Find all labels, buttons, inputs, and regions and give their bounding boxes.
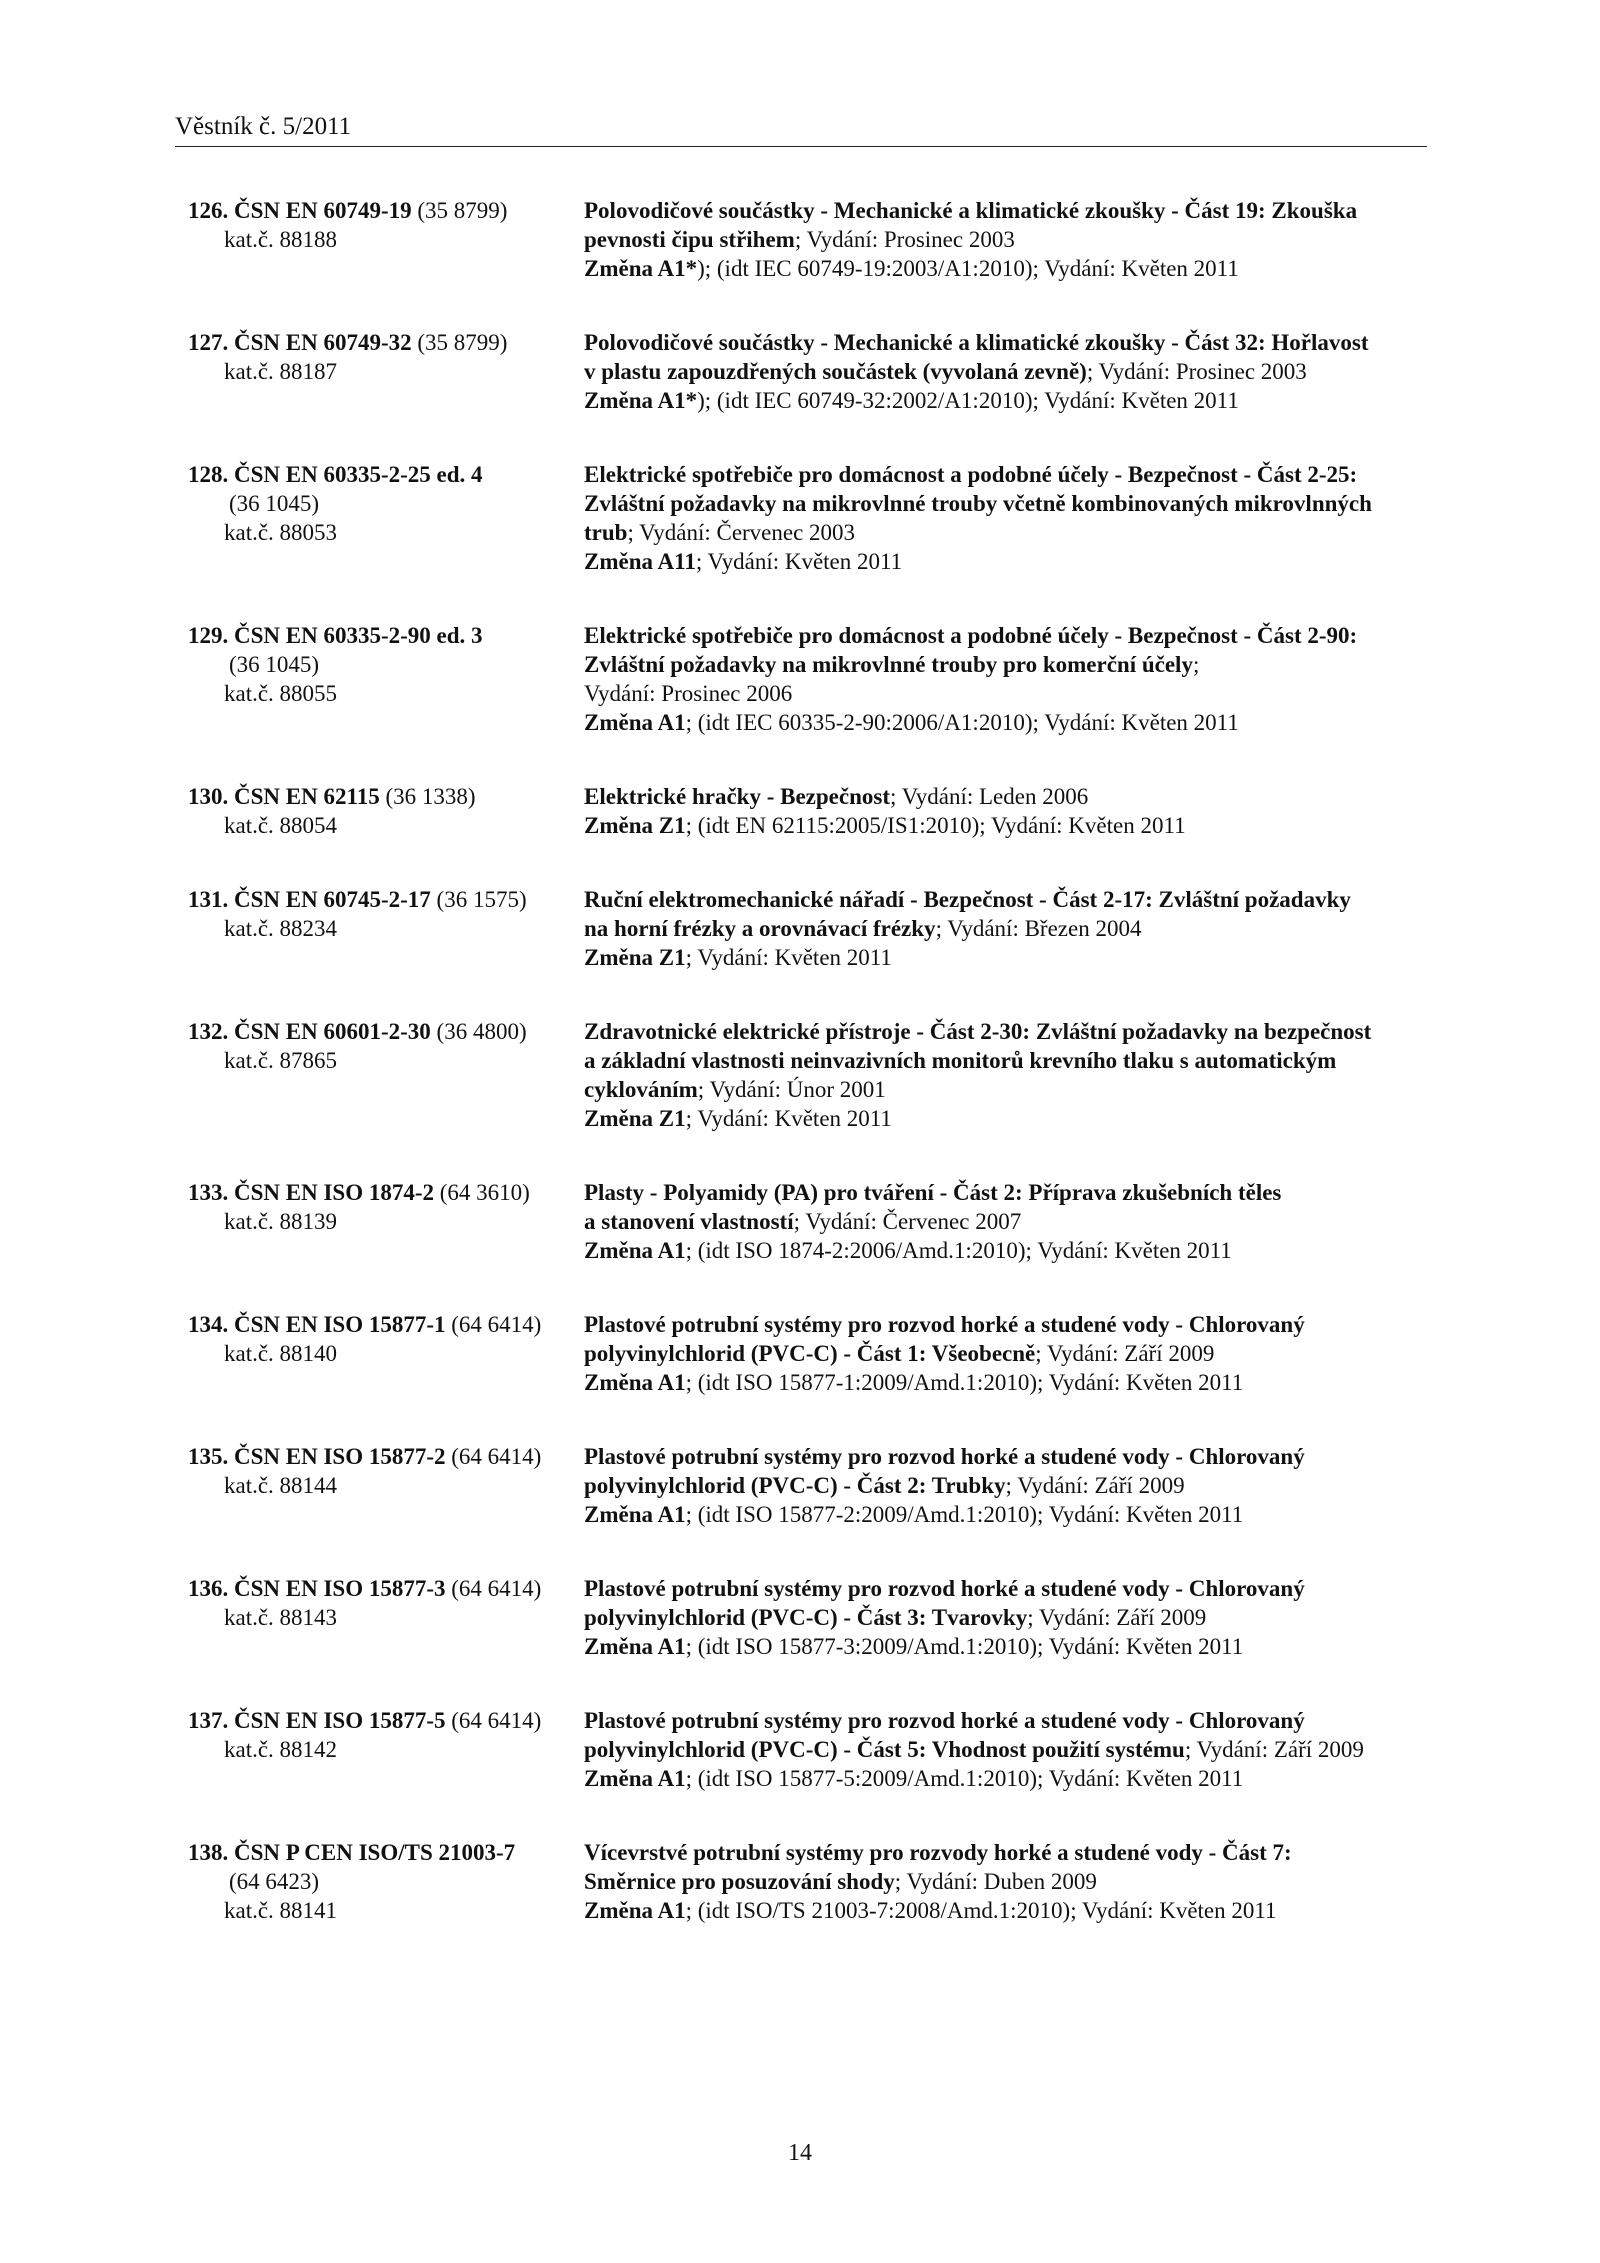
entry-description xyxy=(584,1442,1438,1529)
catalog-number: kat.č. 88187 xyxy=(224,359,338,384)
standard-title-line-3: trub xyxy=(584,520,628,545)
standard-entry-132 xyxy=(188,1017,1438,1133)
amendment-label: Změna A1 xyxy=(584,1238,686,1263)
standard-title-line-2: polyvinylchlorid (PVC-C) - Část 3: Tvarovky xyxy=(584,1605,1028,1630)
amendment-label: Změna A1 xyxy=(584,1634,686,1659)
entry-description xyxy=(584,1017,1438,1133)
classification-number: (64 3610) xyxy=(439,1180,530,1205)
entry-description xyxy=(584,1310,1438,1397)
amendment-details: ; (idt ISO 15877-5:2009/Amd.1:2010); Vydání: Květen 2011 xyxy=(685,1766,1244,1791)
entry-identifier xyxy=(188,1178,584,1265)
entry-number: 130. xyxy=(188,784,229,809)
classification-number: (64 6423) xyxy=(229,1869,320,1894)
catalog-number: kat.č. 88234 xyxy=(224,916,338,941)
standard-code: ČSN EN 60749-19 xyxy=(234,198,412,223)
entry-description xyxy=(584,1574,1438,1661)
entry-number: 136. xyxy=(188,1576,229,1601)
catalog-number: kat.č. 88188 xyxy=(224,227,338,252)
page-number: 14 xyxy=(788,2140,812,2166)
standard-entry-127 xyxy=(188,328,1438,415)
header-rule xyxy=(175,146,1427,147)
catalog-number: kat.č. 88139 xyxy=(224,1209,338,1234)
standard-entry-138 xyxy=(188,1838,1438,1925)
standard-title-line-2: v plastu zapouzdřených součástek (vyvolaná zevně) xyxy=(584,359,1087,384)
standard-title-line-2: na horní frézky a orovnávací frézky xyxy=(584,916,936,941)
amendment-details: ); (idt IEC 60749-19:2003/A1:2010); Vydání: Květen 2011 xyxy=(697,256,1239,281)
standard-title-line-1: Vícevrstvé potrubní systémy pro rozvody horké a studené vody - Část 7: xyxy=(584,1840,1292,1865)
entry-identifier xyxy=(188,885,584,972)
catalog-number: kat.č. 87865 xyxy=(224,1048,338,1073)
amendment-details: ; (idt ISO 1874-2:2006/Amd.1:2010); Vydání: Květen 2011 xyxy=(685,1238,1232,1263)
classification-number: (36 1575) xyxy=(436,887,527,912)
journal-title: Věstník č. 5/2011 xyxy=(175,113,352,140)
catalog-number: kat.č. 88055 xyxy=(224,681,338,706)
amendment-details: ); (idt IEC 60749-32:2002/A1:2010); Vydání: Květen 2011 xyxy=(697,388,1239,413)
entry-description xyxy=(584,196,1438,283)
entry-number: 133. xyxy=(188,1180,229,1205)
standard-entry-133 xyxy=(188,1178,1438,1265)
catalog-number: kat.č. 88054 xyxy=(224,813,338,838)
standard-entry-136 xyxy=(188,1574,1438,1661)
entry-description xyxy=(584,621,1438,737)
standard-code: ČSN EN 60749-32 xyxy=(234,330,412,355)
entry-number: 131. xyxy=(188,887,229,912)
standard-code: ČSN EN ISO 15877-3 xyxy=(234,1576,446,1601)
classification-number: (36 1338) xyxy=(385,784,476,809)
catalog-number: kat.č. 88143 xyxy=(224,1605,338,1630)
amendment-label: Změna Z1 xyxy=(584,813,686,838)
standard-title-line-1: Ruční elektromechanické nářadí - Bezpečnost - Část 2-17: Zvláštní požadavky xyxy=(584,887,1351,912)
entry-number: 134. xyxy=(188,1312,229,1337)
classification-number: (35 8799) xyxy=(417,330,508,355)
standard-entry-126 xyxy=(188,196,1438,283)
standard-code: ČSN EN ISO 15877-1 xyxy=(234,1312,446,1337)
amendment-label: Změna A1 xyxy=(584,710,686,735)
issue-date: ; Vydání: Prosinec 2003 xyxy=(1086,359,1307,384)
amendment-details: ; (idt IEC 60335-2-90:2006/A1:2010); Vydání: Květen 2011 xyxy=(685,710,1239,735)
entry-number: 126. xyxy=(188,198,229,223)
standard-title-line-2: pevnosti čipu střihem xyxy=(584,227,795,252)
standard-title-line-1: Plastové potrubní systémy pro rozvod horké a studené vody - Chlorovaný xyxy=(584,1444,1305,1469)
amendment-details: ; Vydání: Květen 2011 xyxy=(685,1106,892,1131)
standard-title-line-1: Elektrické hračky - Bezpečnost xyxy=(584,784,890,809)
entry-description xyxy=(584,1838,1438,1925)
amendment-details: ; Vydání: Květen 2011 xyxy=(695,549,903,574)
amendment-details: ; Vydání: Květen 2011 xyxy=(685,945,892,970)
standard-title-line-2: Zvláštní požadavky na mikrovlnné trouby včetně kombinovaných mikrovlnných xyxy=(584,491,1372,516)
amendment-details: ; (idt EN 62115:2005/IS1:2010); Vydání: Květen 2011 xyxy=(685,813,1186,838)
standard-code: ČSN EN 60745-2-17 xyxy=(234,887,431,912)
standard-entry-135 xyxy=(188,1442,1438,1529)
title-punctuation: ; xyxy=(1192,652,1200,677)
amendment-details: ; (idt ISO/TS 21003-7:2008/Amd.1:2010); Vydání: Květen 2011 xyxy=(685,1898,1277,1923)
standard-title-line-2: polyvinylchlorid (PVC-C) - Část 2: Trubky xyxy=(584,1473,1006,1498)
standard-code: ČSN EN ISO 15877-2 xyxy=(234,1444,446,1469)
classification-number: (36 1045) xyxy=(229,491,320,516)
standard-code: ČSN P CEN ISO/TS 21003-7 xyxy=(234,1840,516,1865)
entry-identifier xyxy=(188,328,584,415)
entry-number: 135. xyxy=(188,1444,229,1469)
entry-number: 132. xyxy=(188,1019,229,1044)
standard-code: ČSN EN 60335-2-90 ed. 3 xyxy=(234,623,483,648)
amendment-label: Změna A1 xyxy=(584,1370,686,1395)
entry-description xyxy=(584,460,1438,576)
entry-identifier xyxy=(188,460,584,576)
standard-title-line-1: Polovodičové součástky - Mechanické a klimatické zkoušky - Část 32: Hořlavost xyxy=(584,330,1369,355)
standard-code: ČSN EN 60335-2-25 ed. 4 xyxy=(234,462,483,487)
issue-date: ; Vydání: Červenec 2007 xyxy=(793,1209,1022,1234)
standard-code: ČSN EN 60601-2-30 xyxy=(234,1019,431,1044)
amendment-details: ; (idt ISO 15877-1:2009/Amd.1:2010); Vydání: Květen 2011 xyxy=(685,1370,1244,1395)
amendment-label: Změna A1* xyxy=(584,256,698,281)
entry-number: 137. xyxy=(188,1708,229,1733)
standard-title-line-2: a základní vlastnosti neinvazivních monitorů krevního tlaku s automatickým xyxy=(584,1048,1337,1073)
classification-number: (36 4800) xyxy=(436,1019,527,1044)
standards-list xyxy=(188,196,1438,1970)
entry-identifier xyxy=(188,1310,584,1397)
standard-code: ČSN EN 62115 xyxy=(234,784,380,809)
entry-number: 129. xyxy=(188,623,229,648)
classification-number: (64 6414) xyxy=(451,1312,542,1337)
amendment-label: Změna A1* xyxy=(584,388,698,413)
standard-title-line-2: Zvláštní požadavky na mikrovlnné trouby pro komerční účely xyxy=(584,652,1193,677)
entry-description xyxy=(584,885,1438,972)
issue-date: ; Vydání: Leden 2006 xyxy=(889,784,1089,809)
standard-title-line-1: Zdravotnické elektrické přístroje - Část 2-30: Zvláštní požadavky na bezpečnost xyxy=(584,1019,1372,1044)
entry-number: 138. xyxy=(188,1840,229,1865)
standard-title-line-3: cyklováním xyxy=(584,1077,698,1102)
issue-date: ; Vydání: Září 2009 xyxy=(1035,1341,1215,1366)
classification-number: (36 1045) xyxy=(229,652,320,677)
amendment-label: Změna Z1 xyxy=(584,1106,686,1131)
standard-code: ČSN EN ISO 1874-2 xyxy=(234,1180,435,1205)
standard-entry-134 xyxy=(188,1310,1438,1397)
issue-date: ; Vydání: Září 2009 xyxy=(1027,1605,1207,1630)
entry-identifier xyxy=(188,1574,584,1661)
issue-date: ; Vydání: Prosinec 2003 xyxy=(794,227,1015,252)
entry-number: 128. xyxy=(188,462,229,487)
page-footer xyxy=(0,2140,1600,2167)
entry-description xyxy=(584,1706,1438,1793)
standard-entry-129 xyxy=(188,621,1438,737)
standard-title-line-1: Elektrické spotřebiče pro domácnost a podobné účely - Bezpečnost - Část 2-90: xyxy=(584,623,1358,648)
entry-description xyxy=(584,328,1438,415)
entry-number: 127. xyxy=(188,330,229,355)
catalog-number: kat.č. 88144 xyxy=(224,1473,338,1498)
amendment-label: Změna A11 xyxy=(584,549,696,574)
amendment-label: Změna Z1 xyxy=(584,945,686,970)
amendment-label: Změna A1 xyxy=(584,1766,686,1791)
page-header xyxy=(175,110,1427,144)
standard-title-line-1: Polovodičové součástky - Mechanické a klimatické zkoušky - Část 19: Zkouška xyxy=(584,198,1358,223)
standard-title-line-2: polyvinylchlorid (PVC-C) - Část 5: Vhodnost použití systému xyxy=(584,1737,1185,1762)
classification-number: (64 6414) xyxy=(451,1576,542,1601)
standard-title-line-1: Plastové potrubní systémy pro rozvod horké a studené vody - Chlorovaný xyxy=(584,1576,1305,1601)
classification-number: (64 6414) xyxy=(451,1708,542,1733)
standard-title-line-1: Plastové potrubní systémy pro rozvod horké a studené vody - Chlorovaný xyxy=(584,1312,1305,1337)
catalog-number: kat.č. 88142 xyxy=(224,1737,338,1762)
issue-date: ; Vydání: Září 2009 xyxy=(1005,1473,1185,1498)
standard-title-line-1: Plastové potrubní systémy pro rozvod horké a studené vody - Chlorovaný xyxy=(584,1708,1305,1733)
entry-identifier xyxy=(188,782,584,840)
classification-number: (35 8799) xyxy=(417,198,508,223)
entry-description xyxy=(584,782,1438,840)
amendment-label: Změna A1 xyxy=(584,1502,686,1527)
issue-date: Vydání: Prosinec 2006 xyxy=(584,681,793,706)
catalog-number: kat.č. 88141 xyxy=(224,1898,338,1923)
issue-date: ; Vydání: Únor 2001 xyxy=(697,1077,886,1102)
standard-entry-137 xyxy=(188,1706,1438,1793)
entry-identifier xyxy=(188,1017,584,1133)
standard-entry-128 xyxy=(188,460,1438,576)
amendment-details: ; (idt ISO 15877-2:2009/Amd.1:2010); Vydání: Květen 2011 xyxy=(685,1502,1244,1527)
entry-identifier xyxy=(188,1706,584,1793)
standard-code: ČSN EN ISO 15877-5 xyxy=(234,1708,446,1733)
issue-date: ; Vydání: Duben 2009 xyxy=(894,1869,1097,1894)
classification-number: (64 6414) xyxy=(451,1444,542,1469)
catalog-number: kat.č. 88053 xyxy=(224,520,338,545)
standard-title-line-2: a stanovení vlastností xyxy=(584,1209,794,1234)
issue-date: ; Vydání: Září 2009 xyxy=(1184,1737,1364,1762)
standard-entry-131 xyxy=(188,885,1438,972)
standard-entry-130 xyxy=(188,782,1438,840)
entry-identifier xyxy=(188,1838,584,1925)
standard-title-line-2: polyvinylchlorid (PVC-C) - Část 1: Všeobecně xyxy=(584,1341,1036,1366)
issue-date: ; Vydání: Červenec 2003 xyxy=(627,520,856,545)
standard-title-line-1: Elektrické spotřebiče pro domácnost a podobné účely - Bezpečnost - Část 2-25: xyxy=(584,462,1358,487)
standard-title-line-1: Plasty - Polyamidy (PA) pro tváření - Část 2: Příprava zkušebních těles xyxy=(584,1180,1282,1205)
catalog-number: kat.č. 88140 xyxy=(224,1341,338,1366)
issue-date: ; Vydání: Březen 2004 xyxy=(935,916,1142,941)
standard-title-line-2: Směrnice pro posuzování shody xyxy=(584,1869,895,1894)
entry-identifier xyxy=(188,1442,584,1529)
entry-description xyxy=(584,1178,1438,1265)
entry-identifier xyxy=(188,621,584,737)
entry-identifier xyxy=(188,196,584,283)
amendment-details: ; (idt ISO 15877-3:2009/Amd.1:2010); Vydání: Květen 2011 xyxy=(685,1634,1244,1659)
amendment-label: Změna A1 xyxy=(584,1898,686,1923)
